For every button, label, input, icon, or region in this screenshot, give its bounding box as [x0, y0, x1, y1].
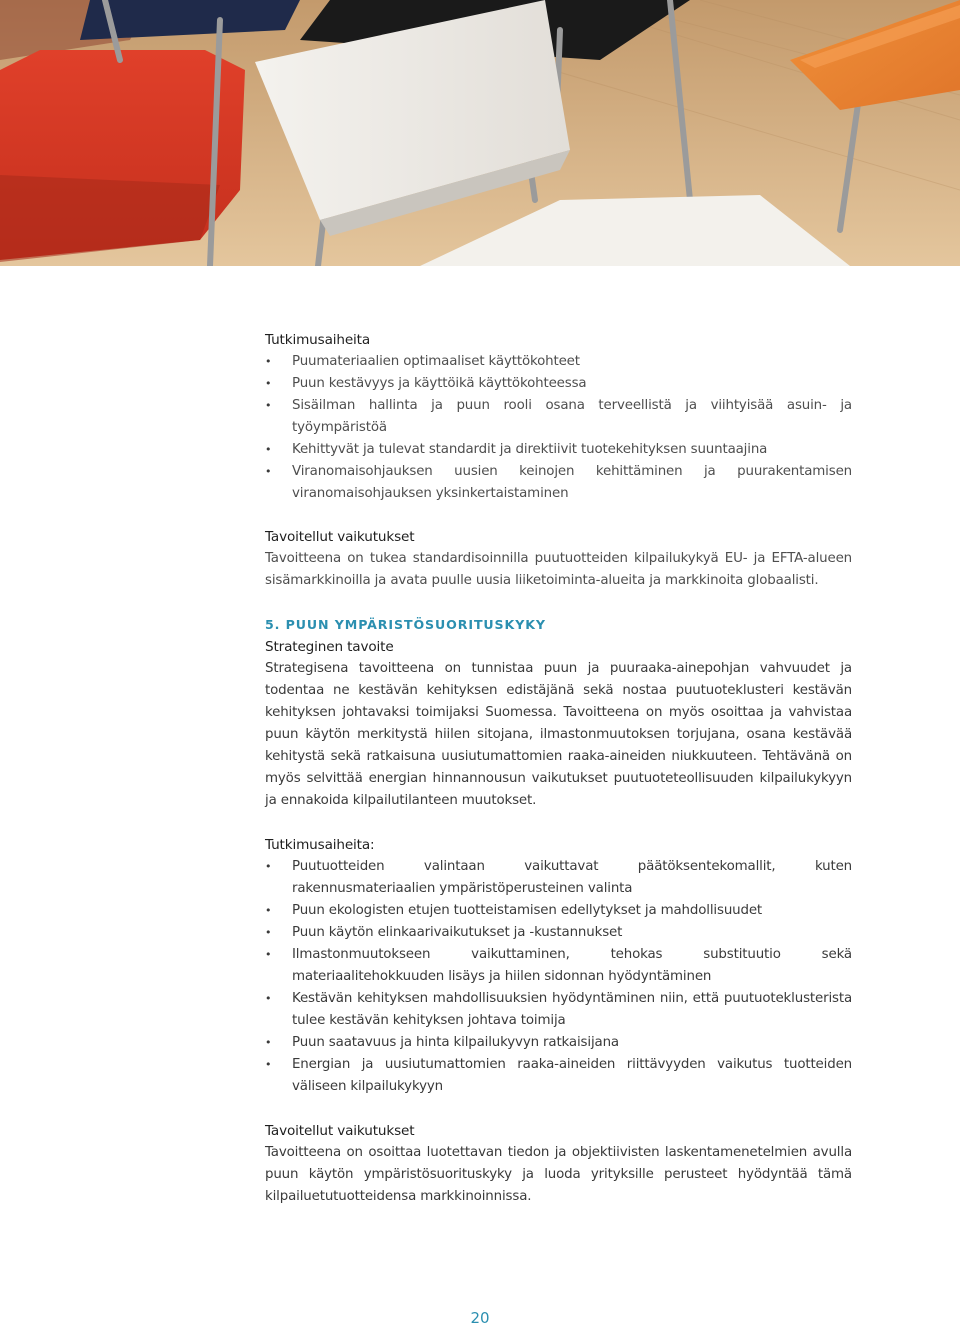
research-topics-list: [265, 351, 852, 505]
list-item: • Viranomaisohjauksen uusien keinojen kehittäminen ja puurakentamisen viranomaisohjauksen yksinkertaistaminen: [265, 461, 852, 505]
bullet-icon: •: [265, 465, 272, 478]
bullet-icon: •: [265, 443, 272, 456]
list-item: • Kehittyvät ja tulevat standardit ja direktiivit tuotekehityksen suuntaajina: [265, 439, 852, 461]
page-number: 20: [470, 1309, 490, 1327]
bullet-icon: •: [265, 992, 272, 1005]
bullet-icon: •: [265, 1036, 272, 1049]
main-content: [265, 329, 852, 1208]
list-item: • Kestävän kehityksen mahdollisuuksien hyödyntäminen niin, että puutuoteklusterista tulee kestävän kehityksen johtava toimija: [265, 988, 852, 1032]
list-item: • Puun ekologisten etujen tuotteistamisen edellytykset ja mahdollisuudet: [265, 900, 852, 922]
chairs-illustration: [0, 0, 960, 266]
bullet-icon: •: [265, 1058, 272, 1071]
strategic-goal-text: Strategisena tavoitteena on tunnistaa puun ja puuraaka-ainepohjan vahvuudet ja todentaa ne kestävän kehityksen edistäjänä sekä nostaa puutuoteklusteri kestävän kehityksen johtavaksi toimijaksi Suomessa. Tavoitteena on myös osoittaa ja vahvistaa puun käytön merkitystä hiilen sitojana, ilmastonmuutoksen torjujana, osana kestävää kehitystä sekä ratkaisuna uusiutumattomien raaka-aineiden niukkuuteen. Tehtävänä on myös selvittää energian hinnannousun vaikutukset puutuoteteollisuuden kilpailukykyyn ja ennakoida kilpailutilanteen muutokset.: [265, 661, 852, 808]
bullet-icon: •: [265, 377, 272, 390]
bullet-icon: •: [265, 355, 272, 368]
list-item: • Puumateriaalien optimaaliset käyttökohteet: [265, 351, 852, 373]
bullet-icon: •: [265, 948, 272, 961]
bullet-icon: •: [265, 926, 272, 939]
list-item: • Puun saatavuus ja hinta kilpailukyvyn ratkaisijana: [265, 1032, 852, 1054]
list-item: • Puun käytön elinkaarivaikutukset ja -kustannukset: [265, 922, 852, 944]
bullet-icon: •: [265, 904, 272, 917]
header-photo: [0, 0, 960, 266]
bullet-icon: •: [265, 860, 272, 873]
bullet-icon: •: [265, 399, 272, 412]
list-item: • Puun kestävyys ja käyttöikä käyttökohteessa: [265, 373, 852, 395]
section-5-title: 5. PUUN YMPÄRISTÖSUORITUSKYKY: [265, 617, 546, 632]
list-item: • Sisäilman hallinta ja puun rooli osana terveellistä ja viihtyisää asuin- ja työympäristöä: [265, 395, 852, 439]
target-impacts-heading: Tavoitellut vaikutukset: [265, 529, 415, 545]
research-topics-list-2: [265, 856, 852, 1098]
research-topics-heading-2: Tutkimusaiheita:: [265, 837, 375, 853]
research-topics-heading: Tutkimusaiheita: [265, 332, 371, 348]
target-impacts-heading-2: Tavoitellut vaikutukset: [265, 1123, 415, 1139]
list-item: • Energian ja uusiutumattomien raaka-aineiden riittävyyden vaikutus tuotteiden väliseen kilpailukykyyn: [265, 1054, 852, 1098]
list-item: • Ilmastonmuutokseen vaikuttaminen, tehokas substituutio sekä materiaalitehokkuuden lisäys ja hiilen sidonnan hyödyntäminen: [265, 944, 852, 988]
target-impacts-text-2: Tavoitteena on osoittaa luotettavan tiedon ja objektiivisten laskentamenetelmien avulla puun käytön ympäristösuorituskyky ja luoda yrityksille perusteet hyödyntää tämä kilpailuetutuotteidensa markkinoinnissa.: [265, 1145, 852, 1204]
list-item: • Puutuotteiden valintaan vaikuttavat päätöksentekomallit, kuten rakennusmateriaalien ympäristöperusteinen valinta: [265, 856, 852, 900]
strategic-goal-heading: Strateginen tavoite: [265, 639, 394, 655]
target-impacts-text: Tavoitteena on tukea standardisoinnilla puutuotteiden kilpailukykyä EU- ja EFTA-alueen sisämarkkinoilla ja avata puulle uusia liiketoiminta-alueita ja markkinoita globaalisti.: [265, 551, 852, 588]
